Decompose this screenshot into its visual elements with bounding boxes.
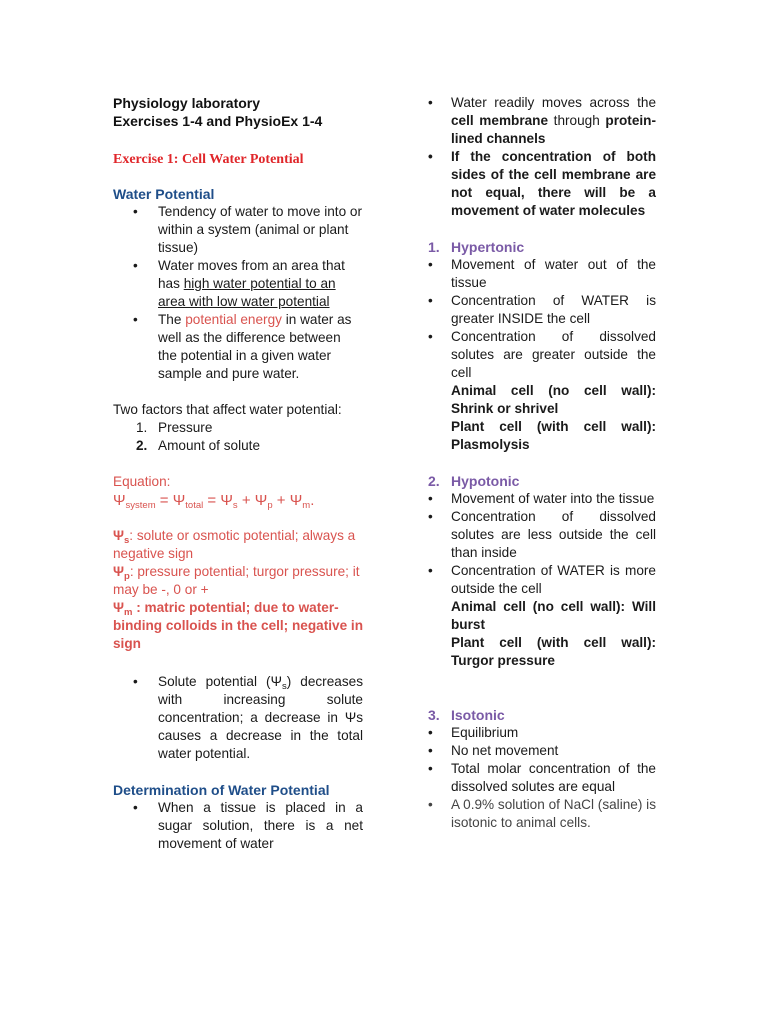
list-item: • Solute potential $(\Psi_s)$ decreases with increasing solute concentration; a decrease in Ψs causes a decrease in the total water potential. xyxy=(113,673,363,763)
list-item: • Movement of water out of the tissue xyxy=(428,256,656,292)
doc-title-line-2: Exercises 1-4 and PhysioEx 1-4 xyxy=(113,113,323,129)
membrane-list xyxy=(428,94,656,220)
list-item: • When a tissue is placed in a sugar solution, there is a net movement of water xyxy=(113,799,363,853)
list-item: • The potential energy in water as well as the difference between the potential in a given water sample and pure water. xyxy=(113,311,363,383)
determination-heading: Determination of Water Potential xyxy=(113,782,330,798)
water-potential-list xyxy=(113,203,363,383)
hypertonic-list xyxy=(428,256,656,382)
list-item: • Water readily moves across the cell membrane through protein-lined channels xyxy=(428,94,656,148)
list-item: 2. Amount of solute xyxy=(136,438,261,453)
exercise-heading: Exercise 1: Cell Water Potential xyxy=(113,152,304,167)
water-potential-heading: Water Potential xyxy=(113,186,215,202)
hypertonic-heading: 1. Hypertonic xyxy=(428,239,525,255)
isotonic-heading: 3. Isotonic xyxy=(428,707,505,723)
definitions-block xyxy=(113,527,363,653)
left-column xyxy=(113,94,363,853)
hypotonic-animal-cell: Animal cell (no cell wall): Will burst xyxy=(451,599,656,632)
highlighted-term: potential energy xyxy=(185,312,282,327)
list-item: • Concentration of dissolved solutes are greater outside the cell xyxy=(428,328,656,382)
list-item: • Total molar concentration of the dissolved solutes are equal xyxy=(428,760,656,796)
solute-potential-list xyxy=(113,673,363,763)
list-item: • Water moves from an area that has high water potential to an area with low water potential xyxy=(113,257,363,311)
list-item: • If the concentration of both sides of the cell membrane are not equal, there will be a movement of water molecules xyxy=(428,148,656,220)
definition-psi-p: $\Psi_p$: pressure potential; turgor pressure; it may be -, 0 or + xyxy=(113,564,360,597)
list-item: • Equilibrium xyxy=(428,724,656,742)
underlined-text: high water potential to an area with low water potential xyxy=(158,276,336,309)
hypertonic-animal-cell: Animal cell (no cell wall): Shrink or shrivel xyxy=(451,383,656,416)
water-potential-equation: $\Psi_{system} = \Psi_{total} = \Psi_s + \Psi_p + \Psi_m$. xyxy=(113,492,315,511)
list-item: • Movement of water into the tissue xyxy=(428,490,656,508)
list-item: • Concentration of WATER is greater INSIDE the cell xyxy=(428,292,656,328)
right-column xyxy=(428,94,656,832)
factors-intro: Two factors that affect water potential: xyxy=(113,402,342,417)
list-item: • No net movement xyxy=(428,742,656,760)
list-item: • Tendency of water to move into or within a system (animal or plant tissue) xyxy=(113,203,363,257)
hypotonic-plant-cell: Plant cell (with cell wall): Turgor pressure xyxy=(451,635,656,668)
definition-psi-s: $\Psi_s$: solute or osmotic potential; always a negative sign xyxy=(113,528,356,561)
determination-list xyxy=(113,799,363,853)
doc-title-line-1: Physiology laboratory xyxy=(113,95,261,111)
list-item: • Concentration of dissolved solutes are less outside the cell than inside xyxy=(428,508,656,562)
factors-list xyxy=(113,419,363,455)
hypertonic-plant-cell: Plant cell (with cell wall): Plasmolysis xyxy=(451,419,656,452)
list-item: • Concentration of WATER is more outside the cell xyxy=(428,562,656,598)
definition-psi-m: $\Psi_m$ : matric potential; due to water-binding colloids in the cell; negative in sign xyxy=(113,600,363,651)
list-item: • A 0.9% solution of NaCl (saline) is isotonic to animal cells. xyxy=(428,796,656,832)
equation-label: Equation: xyxy=(113,474,171,489)
isotonic-list xyxy=(428,724,656,832)
hypotonic-list xyxy=(428,490,656,598)
hypotonic-heading: 2. Hypotonic xyxy=(428,473,520,489)
list-item: 1. Pressure xyxy=(136,420,213,435)
